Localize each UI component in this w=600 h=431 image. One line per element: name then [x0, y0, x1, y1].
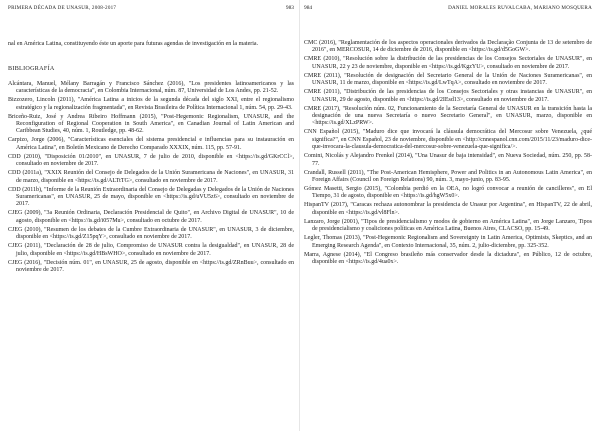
- bibliography-entry: CJEG (2011), "Declaración de 28 de julio, Compromiso de UNASUR contra la desigualdad", en UNASUR, 28 de julio, disponible en <https://is.gd/HBsWHO>, consultado en noviembre de 2017.: [8, 243, 294, 257]
- bibliography-entry: Crandall, Russell (2011), "The Post-American Hemisphere, Power and Politics in an Autonomous Latin America", en Foreign Affairs (Council on Foreign Relations) 90, núm. 3, mayo-junio, pp. 83-95.: [304, 169, 592, 184]
- bibliography-entry: CMRE (2011), "Distribución de las presidencias de los Consejos Sectoriales y otras instancias de UNASUR", en UNASUR, 29 de agosto, disponible en <https://is.gd/2IEsd13>, consultado en noviembre de 2017.: [304, 89, 592, 103]
- bibliography-entry: CDD (2011a), "XXIX Reunión del Consejo de Delegados de la Unión Suramericana de Naciones", en UNASUR, 31 de marzo, disponible en <https://is.gd/ALTtTG>, consultado en noviembre de 2017.: [8, 170, 294, 184]
- bibliography-entry: Lanzaro, Jorge (2001), "Tipos de presidencialismo y modos de gobierno en América Latina", en Jorge Lanzaro, Tipos de presidencialismo y coaliciones políticas en América Latina, Buenos Aires, CLACSO, pp. 15-49.: [304, 218, 592, 233]
- bibliography-entry: Alcántara, Manuel, Mélany Barragán y Francisco Sánchez (2016), "Los presidentes latinoamericanos y las características de la democracia", en Colombia Internacional, núm. 87, Universidad de Los Andes, pp. 21-52.: [8, 80, 294, 95]
- intro-paragraph: nal en América Latina, constituyendo éste un aporte para futuras agendas de investigación en la materia.: [8, 41, 259, 47]
- bibliography-entry: Bizzozero, Lincoln (2011), "América Latina a inicios de la segunda década del siglo XXI, entre el regionalismo estratégico y la regionalización fragmentada", en Revista Brasileira de Política Internacional 1, núm. 54, pp. 29-43.: [8, 97, 294, 111]
- bibliography-list-left: [8, 81, 294, 275]
- bibliography-heading: BIBLIOGRAFÍA: [8, 66, 55, 73]
- bibliography-entry: CJEG (2009), "3a Reunión Ordinaria, Declaración Presidencial de Quito", en Archivo Digital de UNASUR", 10 de agosto, disponible en <https://is.gd/i057Mu>, consultado en octubre de 2017.: [8, 210, 294, 224]
- bibliography-entry: CMRE (2011), "Resolución de designación del Secretario General de la Unión de Naciones Suramericanas", en UNASUR, 11 de marzo, disponible en <https://is.gd/LwTqA>, consultado en noviembre de 2017.: [304, 72, 592, 87]
- bibliography-entry: CMRE (2017), "Resolución núm. 02, Funcionamiento de la Secretaría General de UNASUR en la transición hasta la designación de una nueva Secretaría o nuevo Secretario General", en UNASUR, marzo, disponible en <https://is.gd/XLzPRW>.: [304, 105, 592, 127]
- bibliography-entry: Gómez Masetti, Sergio (2015), "Colombia perdió en la OEA, no logró convocar a reunión de cancilleres", en El Tiempo, 31 de agosto, disponible en <https://is.gd/hgW5x0>.: [304, 186, 592, 200]
- bibliography-entry: CDD (2011b), "Informe de la Reunión Extraordinaria del Consejo de Delegadas y Delegados de la Unión de Naciones Suramericanas", en UNASUR, 25 de mayo, disponible en <https://is.gd/uVU5z6>, consultado en noviembre de 2017.: [8, 186, 294, 208]
- bibliography-entry: Comini, Nicolás y Alejandro Frenkel (2014), "Una Unasur de baja intensidad", en Nueva Sociedad, núm. 250, pp. 58-77.: [304, 153, 592, 167]
- left-page-body: [8, 41, 294, 276]
- page-gutter: [299, 0, 300, 431]
- bibliography-entry: Briceño-Ruiz, José y Andrea Ribeiro Hoffmann (2015), "Post-Hegemonic Regionalism, UNASUR, and the Reconfiguration of Regional Cooperation in South America", en Canadian Journal of Latin American and Caribbean Studies, 40, núm. 1, Routledge, pp. 48-62.: [8, 113, 294, 135]
- left-running-header: [8, 5, 294, 15]
- bibliography-entry: Carpizo, Jorge (2006), "Características esenciales del sistema presidencial e influencias para su instauración en América Latina", en Boletín Mexicano de Derecho Comparado XXXIX, núm. 115, pp. 57-91.: [8, 137, 294, 151]
- right-page-body: [304, 40, 592, 268]
- bibliography-entry: CDD (2010), "Disposición 01/2010", en UNASUR, 7 de julio de 2010, disponible en <https://is.gd/GKrCCl>, consultado en noviembre de 2017.: [8, 153, 294, 168]
- bibliography-entry: CNN Español (2015), "Maduro dice que invocará la cláusula democrática del Mercosur sobre Venezuela, ¿qué significa?", en CNN Español, 23 de noviembre, disponible en <http://cnnespanol.cnn.com/2015/11/23/maduro-dice-que-invocara-la-clausula-democratica-del-mercosur-sobre-venezuela-que-significa/>.: [304, 129, 592, 151]
- right-page-number: 984: [304, 5, 313, 11]
- bibliography-entry: CMRE (2010), "Resolución sobre la distribución de las presidencias de los Consejos Sectoriales de UNASUR", en UNASUR, 22 y 23 de noviembre, disponible en <https://is.gd/KgzYU>, consultado en noviembre de 2017.: [304, 56, 592, 70]
- right-running-header: [304, 5, 592, 15]
- bibliography-entry: Legler, Thomas (2013), "Post-Hegemonic Regionalism and Sovereignty in Latin America, Optimists, Skeptics, and an Emerging Research Agenda", en Contexto Internacional, 35, núm. 2, julio-diciembre, pp. 325-352.: [304, 235, 592, 249]
- bibliography-entry: Marra, Agnese (2014), "El Congreso brasileño más conservador desde la dictadura", en Público, 12 de octubre, disponible en <https://is.gd/4ua0x>.: [304, 251, 592, 266]
- bibliography-list-right: [304, 40, 592, 267]
- right-header-title: DANIEL MORALES RUVALCABA, MARIANO MOSQUERA: [448, 5, 592, 11]
- bibliography-entry: CJEG (2016), "Decisión núm. 01", en UNASUR, 25 de agosto, disponible en <https://is.gd/ZRnBuu>, consultado en noviembre de 2017.: [8, 259, 294, 274]
- bibliography-entry: HispanTV (2017), "Caracas rechaza autonombrar la presidencia de Unasur por Argentina", en HispanTV, 22 de abril, disponible en <https://is.gd/vl8Fln>.: [304, 202, 592, 216]
- left-page: [8, 0, 294, 431]
- left-page-number: 983: [285, 5, 294, 11]
- bibliography-entry: CMC (2016), "Reglamentación de los aspectos operacionales derivados da Declaração Conjunta de 13 de setembro de 2016", en MERCOSUR, 14 de diciembre de 2016, disponible en <https://is.gd/d5GoGW>.: [304, 40, 592, 54]
- left-header-title: PRIMERA DÉCADA DE UNASUR, 2008-2017: [8, 5, 117, 11]
- bibliography-entry: CJEG (2010), "Resumen de los debates de la Cumbre Extraordinaria de UNASUR", en UNASUR, 3 de diciembre, disponible en <https://is.gd/Z15pqY>, consultado en noviembre de 2017.: [8, 226, 294, 241]
- right-page: [304, 0, 592, 431]
